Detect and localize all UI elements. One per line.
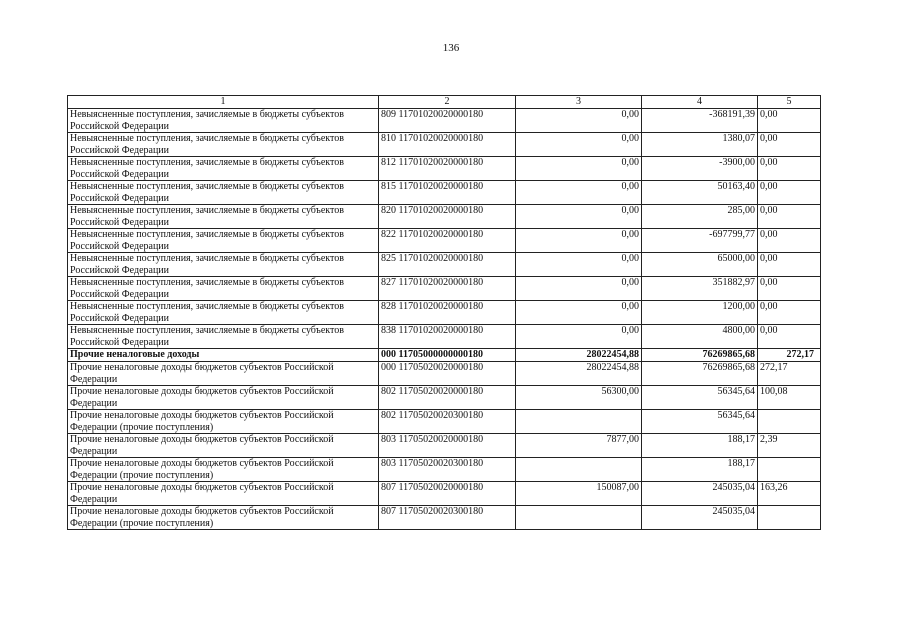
row-name-cell: Невыясненные поступления, зачисляемые в бюджеты субъектов Российской Федерации (68, 325, 379, 349)
row-col5-cell: 0,00 (758, 229, 821, 253)
row-code-cell: 807 11705020020000180 (379, 482, 516, 506)
table-row (68, 458, 821, 482)
row-col5-cell: 0,00 (758, 277, 821, 301)
table-row (68, 277, 821, 301)
row-code-cell: 838 11701020020000180 (379, 325, 516, 349)
row-code-cell: 822 11701020020000180 (379, 229, 516, 253)
row-col3-cell (516, 410, 642, 434)
row-name-cell: Невыясненные поступления, зачисляемые в бюджеты субъектов Российской Федерации (68, 109, 379, 133)
row-name-cell: Прочие неналоговые доходы бюджетов субъектов Российской Федерации (прочие поступления) (68, 506, 379, 530)
row-col4-cell: 188,17 (642, 434, 758, 458)
row-col3-cell: 0,00 (516, 253, 642, 277)
row-col4-cell: 56345,64 (642, 410, 758, 434)
row-col3-cell: 0,00 (516, 205, 642, 229)
row-col4-cell: 56345,64 (642, 386, 758, 410)
row-code-cell: 803 11705020020300180 (379, 458, 516, 482)
row-name-cell: Невыясненные поступления, зачисляемые в бюджеты субъектов Российской Федерации (68, 181, 379, 205)
row-code-cell: 807 11705020020300180 (379, 506, 516, 530)
row-code-cell: 000 11705000000000180 (379, 349, 516, 362)
row-code-cell: 812 11701020020000180 (379, 157, 516, 181)
row-col4-cell: 65000,00 (642, 253, 758, 277)
row-code-cell: 825 11701020020000180 (379, 253, 516, 277)
row-col4-cell: 1200,00 (642, 301, 758, 325)
row-col4-cell: 351882,97 (642, 277, 758, 301)
row-col5-cell: 0,00 (758, 109, 821, 133)
table-header (68, 96, 821, 109)
table-row (68, 482, 821, 506)
row-code-cell: 815 11701020020000180 (379, 181, 516, 205)
table-row (68, 109, 821, 133)
row-col3-cell: 0,00 (516, 133, 642, 157)
row-col5-cell: 272,17 (758, 362, 821, 386)
row-col5-cell: 0,00 (758, 253, 821, 277)
row-code-cell: 802 11705020020300180 (379, 410, 516, 434)
row-name-cell: Прочие неналоговые доходы бюджетов субъектов Российской Федерации (прочие поступления) (68, 410, 379, 434)
row-col3-cell: 0,00 (516, 325, 642, 349)
row-col5-cell (758, 506, 821, 530)
row-col3-cell: 7877,00 (516, 434, 642, 458)
row-col3-cell: 28022454,88 (516, 362, 642, 386)
row-col3-cell (516, 458, 642, 482)
table-body (68, 109, 821, 530)
row-col3-cell (516, 506, 642, 530)
row-col4-cell: -3900,00 (642, 157, 758, 181)
row-col5-cell: 0,00 (758, 301, 821, 325)
row-name-cell: Прочие неналоговые доходы бюджетов субъектов Российской Федерации (68, 386, 379, 410)
table-row (68, 349, 821, 362)
row-code-cell: 803 11705020020000180 (379, 434, 516, 458)
table-row (68, 205, 821, 229)
row-name-cell: Прочие неналоговые доходы бюджетов субъектов Российской Федерации (прочие поступления) (68, 458, 379, 482)
row-col3-cell: 56300,00 (516, 386, 642, 410)
row-col5-cell: 2,39 (758, 434, 821, 458)
table-row (68, 325, 821, 349)
row-col3-cell: 0,00 (516, 157, 642, 181)
table-row (68, 410, 821, 434)
table-row (68, 253, 821, 277)
row-name-cell: Невыясненные поступления, зачисляемые в бюджеты субъектов Российской Федерации (68, 253, 379, 277)
row-col5-cell (758, 410, 821, 434)
row-col5-cell: 100,08 (758, 386, 821, 410)
row-code-cell: 809 11701020020000180 (379, 109, 516, 133)
row-col3-cell: 0,00 (516, 277, 642, 301)
row-name-cell: Невыясненные поступления, зачисляемые в бюджеты субъектов Российской Федерации (68, 229, 379, 253)
table-row (68, 133, 821, 157)
row-col4-cell: 245035,04 (642, 506, 758, 530)
column-header-5: 5 (758, 96, 821, 109)
row-col3-cell: 0,00 (516, 229, 642, 253)
row-col4-cell: 188,17 (642, 458, 758, 482)
row-col3-cell: 0,00 (516, 301, 642, 325)
row-col4-cell: -368191,39 (642, 109, 758, 133)
row-name-cell: Невыясненные поступления, зачисляемые в бюджеты субъектов Российской Федерации (68, 301, 379, 325)
row-name-cell: Невыясненные поступления, зачисляемые в бюджеты субъектов Российской Федерации (68, 133, 379, 157)
table-row (68, 386, 821, 410)
header-row (68, 96, 821, 109)
row-col5-cell: 163,26 (758, 482, 821, 506)
row-col3-cell: 0,00 (516, 181, 642, 205)
row-code-cell: 000 11705020020000180 (379, 362, 516, 386)
row-col5-cell: 0,00 (758, 133, 821, 157)
row-col3-cell: 150087,00 (516, 482, 642, 506)
column-header-1: 1 (68, 96, 379, 109)
row-col5-cell: 272,17 (758, 349, 821, 362)
row-name-cell: Прочие неналоговые доходы (68, 349, 379, 362)
row-col4-cell: -697799,77 (642, 229, 758, 253)
row-col4-cell: 285,00 (642, 205, 758, 229)
column-header-3: 3 (516, 96, 642, 109)
table-row (68, 181, 821, 205)
table-row (68, 229, 821, 253)
row-col4-cell: 245035,04 (642, 482, 758, 506)
row-name-cell: Невыясненные поступления, зачисляемые в бюджеты субъектов Российской Федерации (68, 205, 379, 229)
row-col5-cell (758, 458, 821, 482)
row-name-cell: Прочие неналоговые доходы бюджетов субъектов Российской Федерации (68, 434, 379, 458)
row-col5-cell: 0,00 (758, 325, 821, 349)
table-row (68, 301, 821, 325)
table-row (68, 506, 821, 530)
row-col4-cell: 76269865,68 (642, 362, 758, 386)
row-col3-cell: 28022454,88 (516, 349, 642, 362)
row-code-cell: 827 11701020020000180 (379, 277, 516, 301)
row-col5-cell: 0,00 (758, 157, 821, 181)
row-name-cell: Прочие неналоговые доходы бюджетов субъектов Российской Федерации (68, 482, 379, 506)
row-col4-cell: 4800,00 (642, 325, 758, 349)
row-name-cell: Невыясненные поступления, зачисляемые в бюджеты субъектов Российской Федерации (68, 157, 379, 181)
column-header-2: 2 (379, 96, 516, 109)
row-code-cell: 810 11701020020000180 (379, 133, 516, 157)
column-header-4: 4 (642, 96, 758, 109)
table-row (68, 362, 821, 386)
row-col5-cell: 0,00 (758, 181, 821, 205)
row-col4-cell: 76269865,68 (642, 349, 758, 362)
row-code-cell: 828 11701020020000180 (379, 301, 516, 325)
table-row (68, 157, 821, 181)
budget-table (67, 95, 821, 530)
row-code-cell: 820 11701020020000180 (379, 205, 516, 229)
row-code-cell: 802 11705020020000180 (379, 386, 516, 410)
row-col3-cell: 0,00 (516, 109, 642, 133)
row-col5-cell: 0,00 (758, 205, 821, 229)
table-row (68, 434, 821, 458)
row-name-cell: Невыясненные поступления, зачисляемые в бюджеты субъектов Российской Федерации (68, 277, 379, 301)
row-col4-cell: 1380,07 (642, 133, 758, 157)
row-col4-cell: 50163,40 (642, 181, 758, 205)
row-name-cell: Прочие неналоговые доходы бюджетов субъектов Российской Федерации (68, 362, 379, 386)
page-number: 136 (442, 42, 460, 54)
